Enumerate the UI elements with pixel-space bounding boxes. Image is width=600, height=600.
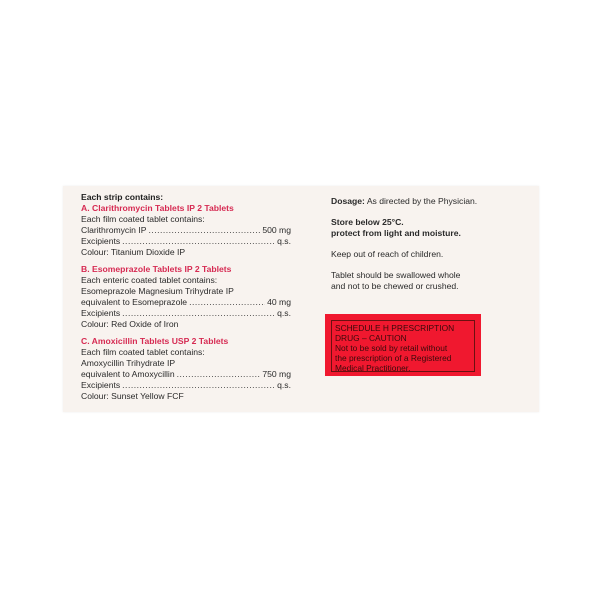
excipients-value: q.s. [277,380,291,390]
excipients-label: Excipients [81,236,121,246]
ingredient-label: Clarithromycin IP [81,225,147,235]
storage-line-2: protect from light and moisture. [331,228,461,238]
composition-heading: Each strip contains: [81,192,164,202]
ingredient-label: equivalent to Amoxycillin [81,369,175,379]
medicine-carton-panel [63,186,539,412]
ingredient-line: Esomeprazole Magnesium Trihydrate IP [81,286,234,296]
dosage-text: As directed by the Physician. [366,196,478,206]
section-clarithromycin [81,203,291,258]
dotted-leader [122,380,275,391]
section-title: B. Esomeprazole Tablets IP 2 Tablets [81,264,232,274]
excipients-row [81,308,291,319]
excipients-value: q.s. [277,236,291,246]
swallow-line-2: and not to be chewed or crushed. [331,281,459,291]
section-title: C. Amoxicillin Tablets USP 2 Tablets [81,336,229,346]
colour-line: Colour: Red Oxide of Iron [81,319,179,329]
dosage-label: Dosage: [331,196,365,206]
ingredient-row [81,225,291,236]
storage-instructions [331,217,531,239]
caution-text-line-1: Not to be sold by retail without [335,343,448,353]
caution-text-line-2: the prescription of a Registered [335,353,452,363]
ingredient-row [81,369,291,380]
excipients-label: Excipients [81,308,121,318]
dotted-leader [177,369,261,380]
ingredient-value: 40 mg [267,297,291,307]
caution-title-line-2: DRUG – CAUTION [335,333,407,343]
ingredient-label: equivalent to Esomeprazole [81,297,188,307]
dosage-line [331,196,531,207]
ingredient-row [81,297,291,308]
caution-border [331,320,475,372]
section-intro: Each enteric coated tablet contains: [81,275,218,285]
excipients-label: Excipients [81,380,121,390]
schedule-h-caution-box [325,314,481,376]
ingredient-value: 750 mg [262,369,291,379]
section-amoxicillin [81,336,291,402]
ingredient-value: 500 mg [262,225,291,235]
section-esomeprazole [81,264,291,330]
children-warning: Keep out of reach of children. [331,249,444,259]
caution-title-line-1: SCHEDULE H PRESCRIPTION [335,323,455,333]
instructions-panel [331,196,531,302]
colour-line: Colour: Titanium Dioxide IP [81,247,186,257]
section-intro: Each film coated tablet contains: [81,214,205,224]
swallow-line-1: Tablet should be swallowed whole [331,270,461,280]
section-intro: Each film coated tablet contains: [81,347,205,357]
storage-line-1: Store below 25°C. [331,217,404,227]
colour-line: Colour: Sunset Yellow FCF [81,391,184,401]
caution-text-line-3: Medical Practitioner. [335,363,411,373]
dotted-leader [148,225,260,236]
swallow-instructions [331,270,531,292]
composition-panel [81,192,291,402]
dotted-leader [122,236,275,247]
excipients-value: q.s. [277,308,291,318]
section-title: A. Clarithromycin Tablets IP 2 Tablets [81,203,234,213]
dotted-leader [122,308,275,319]
ingredient-line: Amoxycillin Trihydrate IP [81,358,176,368]
dotted-leader [189,297,265,308]
excipients-row [81,380,291,391]
excipients-row [81,236,291,247]
